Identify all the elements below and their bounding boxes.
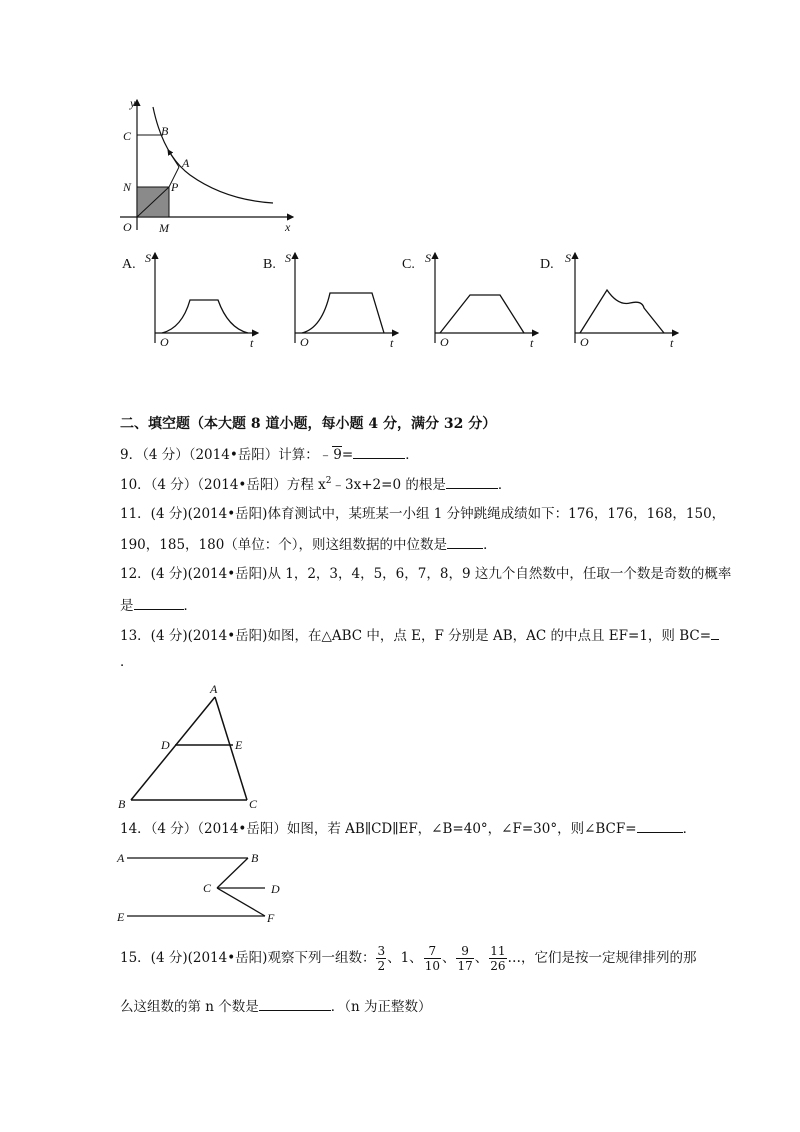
svg-text:D: D (161, 738, 170, 752)
parallel-lines-figure (115, 848, 295, 928)
svg-text:S: S (145, 251, 151, 265)
svg-text:B: B (118, 797, 126, 811)
question-15-line-2: 么这组数的第 n 个数是 ．（n 为正整数） (120, 996, 432, 1017)
fraction-2: $\frac{7}{10}$ (424, 944, 440, 973)
svg-text:C: C (203, 881, 212, 895)
answer-blank-12[interactable] (134, 595, 184, 610)
svg-text:t: t (530, 336, 534, 350)
svg-text:M: M (159, 221, 169, 235)
svg-text:P: P (171, 180, 179, 194)
question-15-line-1: 15．(4 分)(2014•岳阳)观察下列一组数： $\frac{3}{2}$ 、1、 $\frac{7}{10}$ 、 $\frac{9}{17}$ 、 $\frac{11}{26}$ …，它们是按一定规律排列的那 (120, 944, 697, 973)
svg-text:x: x (285, 220, 291, 234)
hyperbola-figure (115, 95, 300, 235)
question-13-line-1: 13．(4 分)(2014•岳阳)如图，在△ABC 中，点 E，F 分别是 AB，AC 的中点且 EF=1，则 BC= (120, 625, 719, 646)
fraction-1: $\frac{3}{2}$ (377, 944, 386, 973)
svg-text:A: A (182, 156, 190, 170)
question-9: 9．（4 分）（2014•岳阳）计算：﹣9= ． (120, 444, 419, 465)
sqrt-radicand: 9 (333, 447, 342, 463)
svg-text:E: E (117, 910, 125, 924)
svg-text:t: t (250, 336, 254, 350)
svg-text:C: C (123, 129, 132, 143)
answer-blank-13[interactable] (711, 625, 719, 640)
svg-text:B: B (161, 124, 169, 138)
svg-text:C: C (249, 797, 258, 811)
choice-a-graph (140, 248, 265, 348)
choice-d-label: D. (540, 257, 554, 272)
svg-text:D: D (271, 882, 280, 896)
svg-text:O: O (580, 335, 589, 349)
question-12-line-1: 12．(4 分)(2014•岳阳)从 1，2，3，4，5，6，7，8，9 这九个自然数中，任取一个数是奇数的概率 (120, 566, 732, 582)
choice-a-label: A. (122, 257, 136, 272)
question-11-line-2: 190，185，180（单位：个），则这组数据的中位数是 ． (120, 534, 497, 555)
answer-blank-15[interactable] (259, 996, 331, 1011)
svg-text:A: A (117, 851, 125, 865)
choice-c-label: C. (402, 257, 415, 272)
choice-c-graph (420, 248, 545, 348)
svg-text:F: F (267, 911, 275, 925)
svg-text:S: S (285, 251, 291, 265)
question-14: 14．（4 分）（2014•岳阳）如图，若 AB∥CD∥EF，∠B=40°，∠F=30°，则∠BCF= ． (120, 818, 696, 839)
svg-text:B: B (251, 851, 259, 865)
svg-text:S: S (425, 251, 431, 265)
section-title: 二、填空题（本大题 8 道小题，每小题 4 分，满分 32 分） (120, 416, 497, 432)
triangle-figure (115, 682, 275, 812)
answer-blank-10[interactable] (446, 474, 498, 489)
question-11-line-1: 11．(4 分)(2014•岳阳)体育测试中，某班某一小组 1 分钟跳绳成绩如下：176，176，168，150， (120, 506, 726, 522)
question-13-line-2: ． (120, 654, 134, 670)
svg-text:S: S (565, 251, 571, 265)
choice-b-graph (280, 248, 405, 348)
svg-text:A: A (210, 682, 218, 696)
choice-d-graph (560, 248, 685, 348)
question-12-line-2: 是 ． (120, 595, 197, 616)
answer-blank-11[interactable] (447, 534, 483, 549)
svg-text:y: y (130, 96, 136, 110)
choice-b-label: B. (263, 257, 276, 272)
svg-text:O: O (440, 335, 449, 349)
svg-text:O: O (300, 335, 309, 349)
svg-text:t: t (390, 336, 394, 350)
fraction-4: $\frac{11}{26}$ (490, 944, 506, 973)
fraction-3: $\frac{9}{17}$ (457, 944, 473, 973)
svg-text:t: t (670, 336, 674, 350)
svg-text:O: O (160, 335, 169, 349)
svg-text:N: N (123, 180, 132, 194)
answer-blank-9[interactable] (353, 444, 405, 459)
question-10: 10．（4 分）（2014•岳阳）方程 $x^2﹣3x+2=0$ 的根是 ． (120, 476, 512, 493)
svg-text:O: O (123, 220, 132, 234)
svg-text:E: E (235, 738, 243, 752)
answer-blank-14[interactable] (637, 818, 683, 833)
